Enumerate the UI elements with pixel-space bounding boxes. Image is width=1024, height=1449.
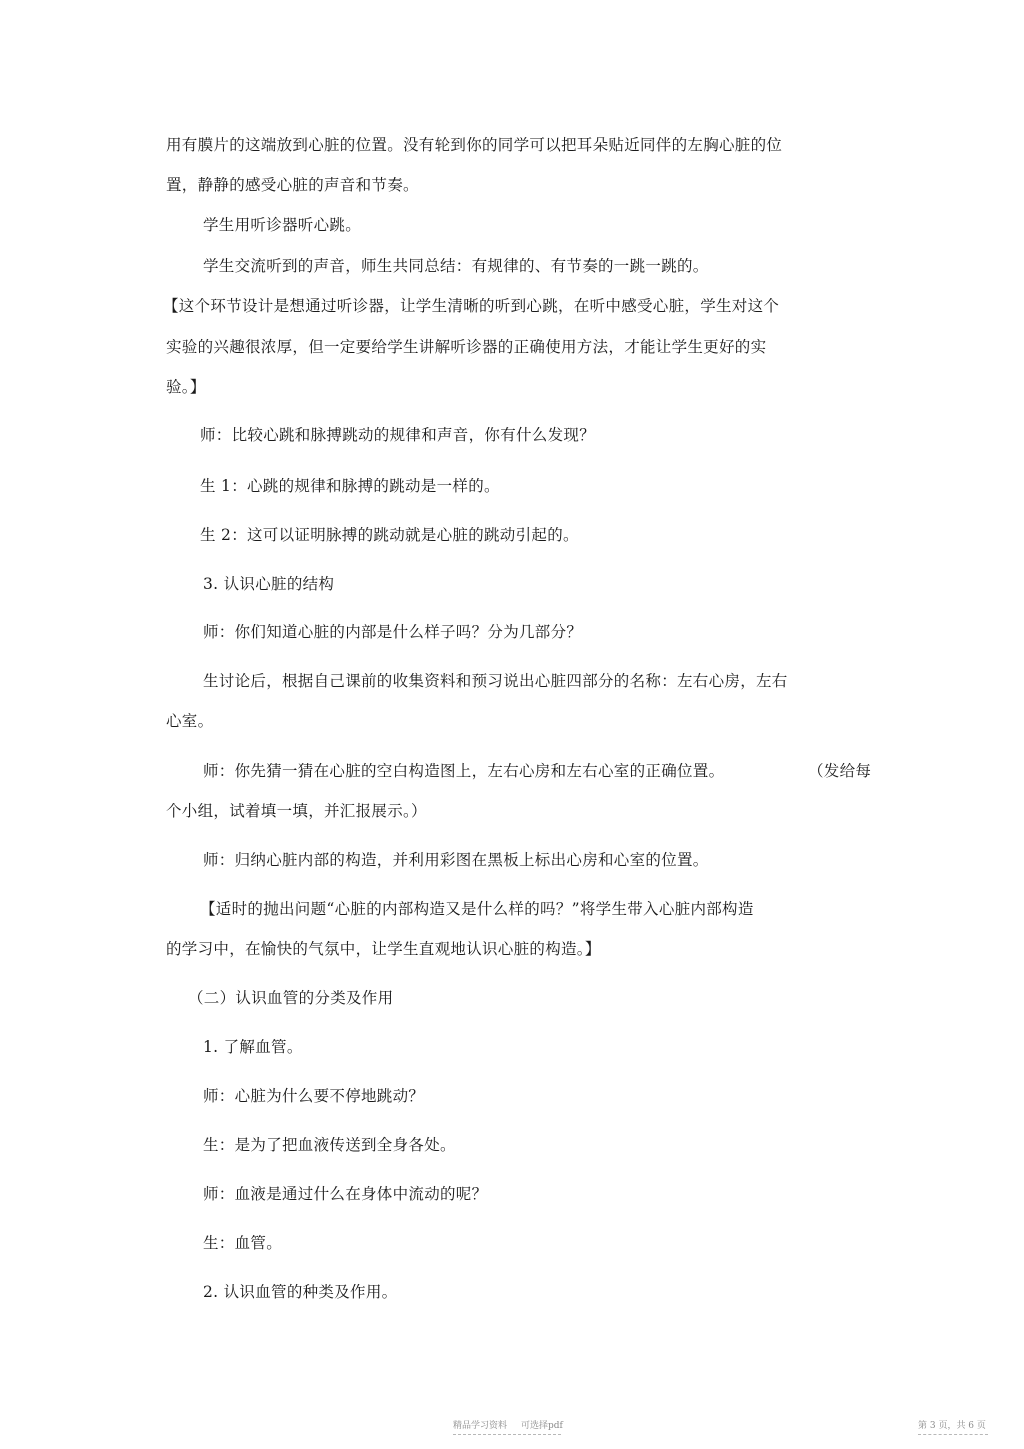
- footer-divider: [918, 1434, 988, 1435]
- dialogue-line: 师：归纳心脏内部的构造，并利用彩图在黑板上标出心房和心室的位置。: [203, 851, 709, 869]
- dialogue-line: 师：血液是通过什么在身体中流动的呢？: [203, 1185, 488, 1203]
- dialogue-line: 师：你们知道心脏的内部是什么样子吗？分为几部分？: [203, 623, 583, 641]
- footer-label: 精品学习资料: [453, 1421, 508, 1431]
- dialogue-line: 心室。: [166, 712, 214, 730]
- dialogue-line: 师：心脏为什么要不停地跳动？: [203, 1087, 425, 1105]
- paragraph-line: 置，静静的感受心脏的声音和节奏。: [166, 176, 419, 194]
- page-number: 第 3 页，共 6 页: [918, 1421, 986, 1431]
- dialogue-line-trailing: （发给每: [808, 762, 872, 780]
- section-heading: 3. 认识心脏的结构: [203, 575, 335, 593]
- section-heading: 2. 认识血管的种类及作用。: [203, 1283, 398, 1301]
- paragraph-line: 学生交流听到的声音，师生共同总结：有规律的、有节奏的一跳一跳的。: [203, 257, 709, 275]
- dialogue-line: 师：你先猜一猜在心脏的空白构造图上，左右心房和左右心室的正确位置。: [203, 762, 725, 780]
- footer-left: [453, 1418, 563, 1431]
- footer-label: 可选择pdf: [521, 1421, 563, 1431]
- paragraph-line: 用有膜片的这端放到心脏的位置。没有轮到你的同学可以把耳朵贴近同伴的左胸心脏的位: [166, 136, 783, 154]
- dialogue-line: 生：是为了把血液传送到全身各处。: [203, 1136, 456, 1154]
- section-heading: （二）认识血管的分类及作用: [188, 989, 394, 1007]
- dialogue-line: 生 1：心跳的规律和脉搏的跳动是一样的。: [200, 477, 500, 495]
- dialogue-line: 生：血管。: [203, 1234, 283, 1252]
- dialogue-line: 生 2：这可以证明脉搏的跳动就是心脏的跳动引起的。: [200, 526, 579, 544]
- comment-line: 的学习中，在愉快的气氛中，让学生直观地认识心脏的构造。】: [166, 940, 601, 958]
- section-heading: 1. 了解血管。: [203, 1038, 303, 1056]
- dialogue-line: 生讨论后，根据自己课前的收集资料和预习说出心脏四部分的名称：左右心房，左右: [203, 672, 788, 690]
- dialogue-line: 个小组，试着填一填，并汇报展示。）: [166, 802, 427, 820]
- comment-line: 【适时的抛出问题“心脏的内部构造又是什么样的吗？”将学生带入心脏内部构造: [200, 900, 754, 918]
- dialogue-line: 师：比较心跳和脉搏跳动的规律和声音，你有什么发现？: [200, 426, 596, 444]
- comment-line: 实验的兴趣很浓厚，但一定要给学生讲解听诊器的正确使用方法，才能让学生更好的实: [166, 338, 767, 356]
- paragraph-line: 学生用听诊器听心跳。: [203, 216, 362, 234]
- footer-divider: [453, 1434, 561, 1435]
- comment-line: 【这个环节设计是想通过听诊器，让学生清晰的听到心跳，在听中感受心脏，学生对这个: [163, 297, 780, 315]
- comment-line: 验。】: [166, 378, 206, 396]
